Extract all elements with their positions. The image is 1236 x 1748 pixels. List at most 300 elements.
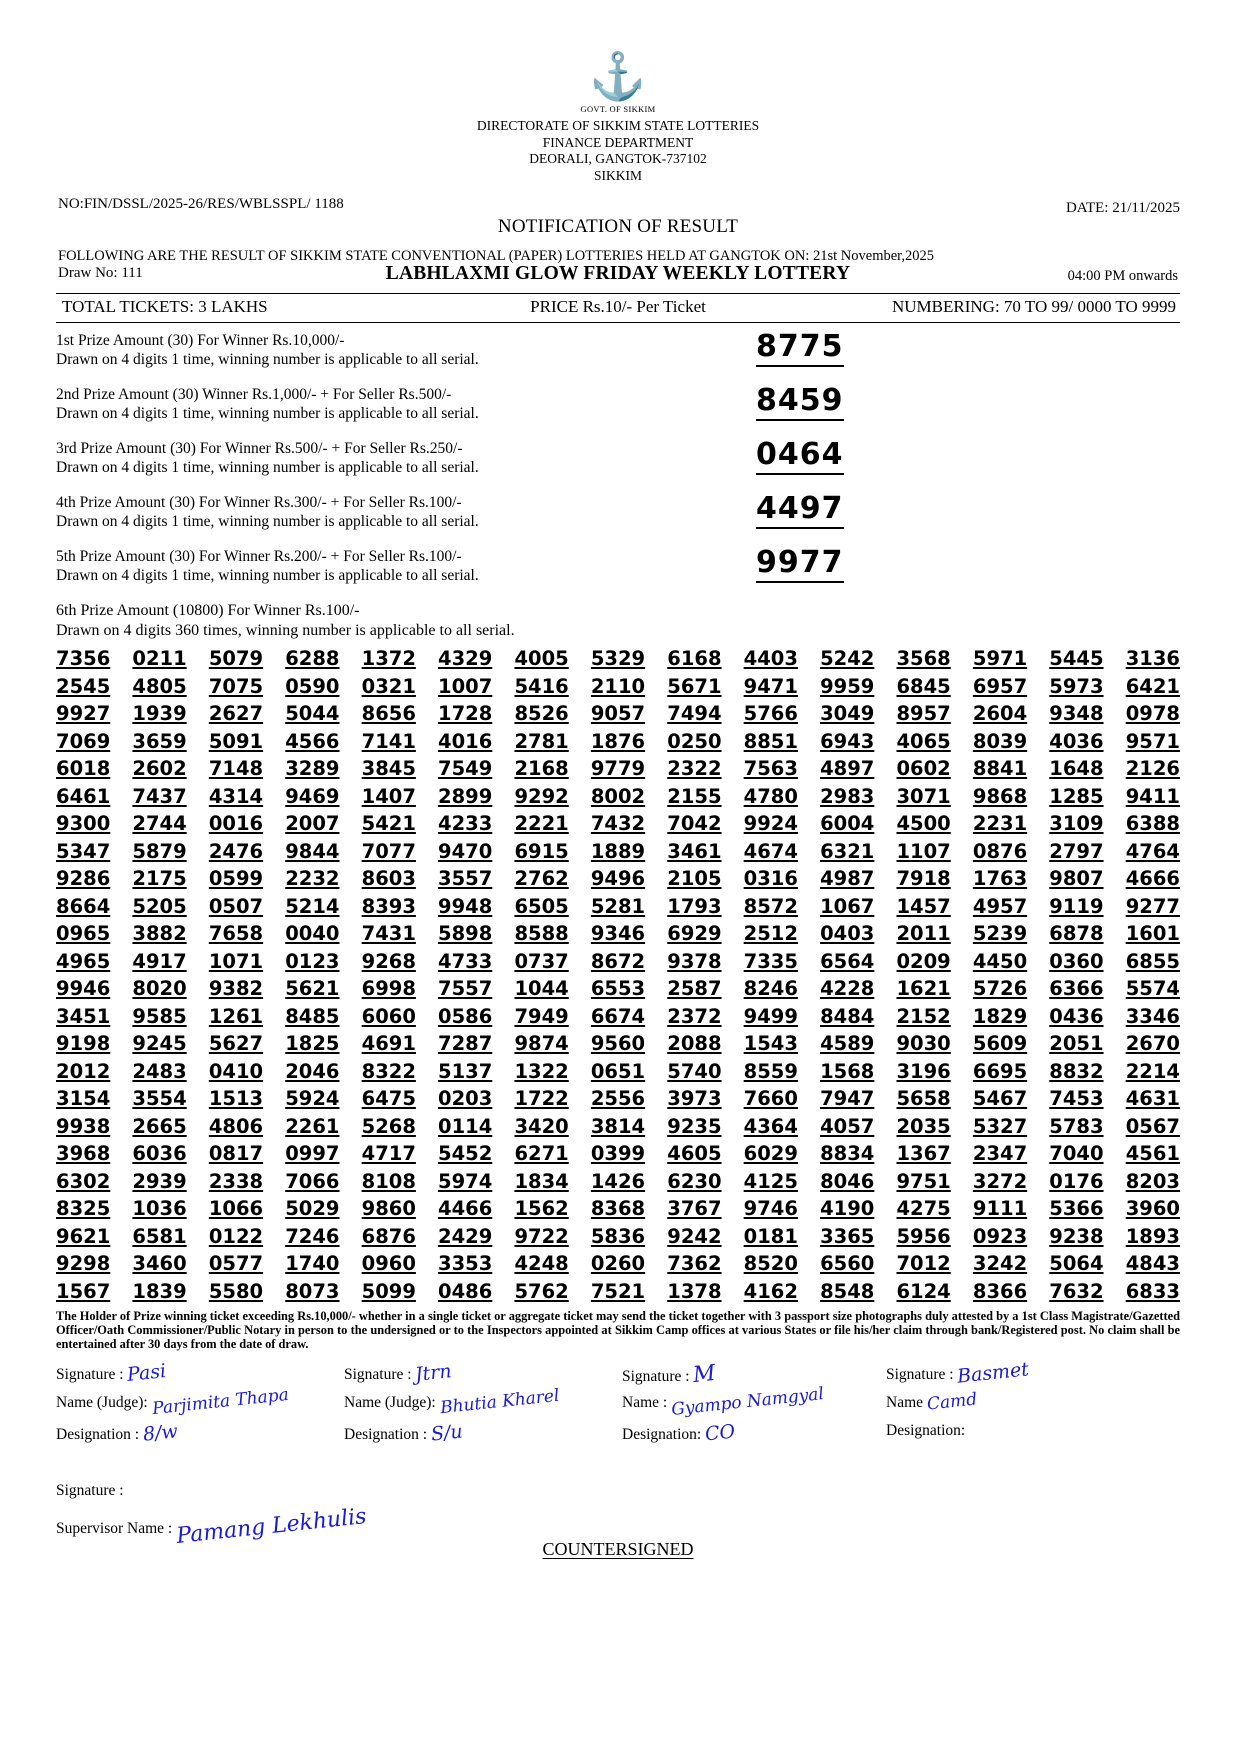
winning-number: 8039 [972,729,1028,753]
winning-number: 3196 [896,1059,951,1083]
winning-number: 9751 [896,1169,951,1193]
winning-number: 1829 [972,1004,1028,1028]
winning-number: 0507 [208,894,264,918]
winning-number: 8588 [514,922,569,945]
number-grid-row [56,1195,1180,1223]
winning-number: 4566 [285,729,340,753]
prize-row-6-header [56,601,1180,641]
winning-number: 3460 [132,1252,187,1275]
winning-number: 4805 [132,674,187,698]
number-grid-row [56,948,1180,976]
winning-number: 8073 [285,1279,340,1303]
winning-number: 5366 [1049,1197,1104,1220]
winning-number: 2231 [972,812,1028,835]
sig2-signature-row [344,1359,619,1392]
winning-number: 6388 [1125,812,1180,835]
draw-time: 04:00 PM onwards [1067,268,1178,284]
winning-number: 6271 [514,1142,569,1165]
winning-number: 7431 [361,922,416,945]
winning-number: 2744 [132,812,187,835]
sig1-designation-row [56,1419,346,1452]
winning-number: 5452 [438,1142,493,1165]
winning-number: 4917 [132,949,187,973]
winning-number: 8957 [896,702,951,725]
supervisor-name-label: Supervisor Name : [56,1519,173,1537]
winning-number: 3346 [1125,1004,1180,1028]
winning-number: 5268 [361,1114,416,1138]
winning-number: 7432 [590,812,646,835]
winning-number: 8322 [361,1059,416,1083]
winning-number: 2338 [208,1169,264,1193]
winning-number: 0651 [590,1059,646,1083]
winning-number: 1543 [743,1032,798,1055]
winning-number: 7362 [667,1252,722,1275]
winning-number: 2670 [1125,1032,1180,1055]
sig1-signature-row [56,1359,346,1392]
winning-number: 0203 [438,1087,493,1110]
winning-number: 4631 [1125,1087,1180,1110]
winning-number: 4987 [820,867,875,890]
winning-number: 7632 [1049,1279,1104,1303]
number-grid-row [56,783,1180,811]
winning-number: 0122 [208,1224,264,1248]
winning-number: 0602 [896,757,951,780]
winning-number: 6168 [667,647,722,670]
winning-number: 6018 [56,757,111,780]
winning-number: 0965 [56,922,111,945]
winning-number: 5079 [208,647,264,670]
sig3-signature-row [622,1362,882,1392]
winning-number: 3461 [667,839,722,863]
number-grid-row [56,810,1180,838]
winning-number: 0403 [820,922,875,945]
winning-number: 1793 [667,894,722,918]
winning-number: 8020 [132,977,187,1000]
winning-number: 2051 [1049,1032,1104,1055]
winning-number: 9198 [56,1032,111,1055]
winning-number: 4965 [56,949,111,973]
winning-number: 0577 [208,1252,264,1275]
winning-number: 5740 [667,1059,722,1083]
winning-number: 9722 [514,1224,569,1248]
winning-number: 5416 [514,674,569,698]
winning-number: 0316 [743,867,798,890]
winning-number: 9746 [743,1197,798,1220]
winning-number: 2627 [208,702,264,725]
winning-number: 8548 [820,1279,875,1303]
winning-number: 6475 [361,1087,416,1110]
prize-3-number: 0464 [756,437,844,475]
winning-number: 9560 [590,1032,646,1055]
winning-number: 3973 [667,1087,722,1110]
prize-4-line2: Drawn on 4 digits 1 time, winning number is applicable to all serial. [56,512,479,530]
winning-number: 3767 [667,1197,722,1220]
winning-number: 1067 [820,894,875,918]
winning-number: 2512 [743,922,798,945]
winning-number: 0978 [1125,702,1180,725]
winning-number: 6915 [514,839,569,863]
winning-number: 1107 [896,839,951,863]
sig4-signature-row [886,1357,1136,1392]
winning-number: 5783 [1049,1114,1104,1138]
winning-number: 8664 [56,894,111,918]
sig4-name-value: Camd [925,1389,978,1415]
winning-number: 5836 [590,1224,646,1248]
winning-number: 4403 [743,647,798,670]
winning-number: 6833 [1125,1279,1180,1303]
winning-number: 4005 [514,647,569,670]
sig4-signature-label: Signature : [886,1365,954,1383]
sig2-signature-label: Signature : [344,1365,412,1383]
winning-number: 8246 [743,977,798,1000]
winning-number: 6321 [820,839,875,863]
winning-number: 2168 [514,757,569,780]
winning-number: 7918 [896,867,951,890]
winning-number: 8325 [56,1197,111,1220]
winning-number: 8851 [743,729,798,753]
winning-number: 0567 [1125,1114,1180,1138]
winning-number: 5609 [972,1032,1028,1055]
winning-number: 2110 [590,674,646,698]
winning-number: 3968 [56,1142,111,1165]
winning-number: 4190 [820,1197,875,1220]
winning-number: 4228 [820,977,875,1000]
winning-number: 1322 [514,1059,569,1083]
winning-number: 4843 [1125,1252,1180,1275]
sig3-name-row [622,1383,882,1422]
winning-number: 2011 [896,922,951,945]
sig2-designation-label: Designation : [344,1425,428,1443]
winning-number: 2105 [667,867,722,890]
winning-number: 1728 [438,702,493,725]
winning-number: 7437 [132,784,187,808]
number-grid-row [56,1223,1180,1251]
sig2-designation-row [344,1422,619,1452]
winning-number: 0486 [438,1279,493,1303]
winning-number: 2152 [896,1004,951,1028]
supervisor-name-value: Pamang Lekhulis [175,1503,368,1549]
sig3-designation-row [622,1422,882,1452]
winning-number: 3882 [132,922,187,945]
winning-number: 1513 [208,1087,264,1110]
winning-number: 2372 [667,1004,722,1028]
winning-number: 5347 [56,839,111,863]
winning-number: 7075 [208,674,264,698]
winning-number: 8393 [361,894,416,918]
winning-number: 8108 [361,1169,416,1193]
winning-number: 9860 [361,1197,416,1220]
winning-number: 1044 [514,977,569,1000]
winning-number: 1825 [285,1032,340,1055]
winning-number: 1567 [56,1279,111,1303]
winning-number: 9496 [590,867,646,890]
winning-number: 5671 [667,674,722,698]
winning-number: 4466 [438,1197,493,1220]
winning-number: 5726 [972,977,1028,1000]
winning-number: 0436 [1049,1004,1104,1028]
number-grid-row [56,755,1180,783]
winning-number: 2261 [285,1114,340,1138]
winning-number: 7040 [1049,1142,1104,1165]
ticket-info-band [56,293,1180,323]
winning-number: 2175 [132,867,187,890]
winning-number: 3659 [132,729,187,753]
winning-number: 9378 [667,949,722,973]
winning-number: 2483 [132,1059,187,1083]
prize-row-4 [56,485,1180,539]
winning-number: 9948 [438,894,493,918]
winning-number: 4065 [896,729,951,753]
winning-number: 2983 [820,784,875,808]
winning-number: 0123 [285,949,340,973]
winning-number: 4016 [438,729,493,753]
winning-number: 4561 [1125,1142,1180,1165]
winning-number: 4314 [208,784,264,808]
number-grid-row [56,1168,1180,1196]
winning-number: 1740 [285,1252,340,1275]
winning-number: 1285 [1049,784,1104,808]
winning-number: 1839 [132,1279,187,1303]
winning-number: 9844 [285,839,340,863]
winning-number: 5091 [208,729,264,753]
sig4-designation-row [886,1422,1136,1452]
winning-number: 5627 [208,1032,264,1055]
winning-number: 4780 [743,784,798,808]
sig2-name-row [344,1385,619,1422]
winning-number: 2545 [56,674,111,698]
winning-number: 5205 [132,894,187,918]
winning-number: 4957 [972,894,1028,918]
winning-number: 9235 [667,1114,722,1138]
winning-number: 8834 [820,1142,875,1165]
winning-number: 4674 [743,839,798,863]
sig3-name-label: Name : [622,1393,668,1411]
prize-2-line2: Drawn on 4 digits 1 time, winning number is applicable to all serial. [56,404,479,422]
winning-number: 9268 [361,949,416,973]
winning-number: 4733 [438,949,493,973]
winning-number: 8832 [1049,1059,1104,1083]
winning-number: 3557 [438,867,493,890]
winning-number: 8002 [590,784,646,808]
winning-number: 2604 [972,702,1028,725]
winning-number: 1568 [820,1059,875,1083]
winning-number: 0250 [667,729,722,753]
signature-column-4 [886,1357,1136,1452]
winning-number: 7658 [208,922,264,945]
file-number: NO:FIN/DSSL/2025-26/RES/WBLSSPL/ 1188 [58,196,344,212]
winning-number: 9924 [743,812,798,835]
winning-number: 0040 [285,922,340,945]
winning-number: 0181 [743,1224,798,1248]
winning-number: 4057 [820,1114,875,1138]
winning-number: 0876 [972,839,1028,863]
winning-number: 3960 [1125,1197,1180,1220]
winning-number: 0016 [208,812,264,835]
sig2-name-value: Bhutia Kharel [438,1385,560,1418]
winning-number: 2088 [667,1032,722,1055]
winning-number: 5445 [1049,647,1104,670]
sixth-prize-number-grid [56,645,1180,1305]
number-grid-row [56,1250,1180,1278]
winning-number: 6302 [56,1169,111,1193]
winning-number: 2899 [438,784,493,808]
sig4-signature-value: Basmet [956,1357,1031,1388]
number-grid-row [56,893,1180,921]
winning-number: 9382 [208,977,264,1000]
winning-number: 3071 [896,784,951,808]
winning-number: 9300 [56,812,111,835]
winning-number: 5924 [285,1087,340,1110]
number-grid-row [56,645,1180,673]
number-grid-row [56,975,1180,1003]
winning-number: 6674 [590,1004,646,1028]
winning-number: 3242 [972,1252,1028,1275]
prize-5-line1: 5th Prize Amount (30) For Winner Rs.200/- + For Seller Rs.100/- [56,548,462,565]
winning-number: 2221 [514,812,569,835]
number-grid-row [56,1140,1180,1168]
number-grid-row [56,700,1180,728]
winning-number: 2476 [208,839,264,863]
number-grid-row [56,728,1180,756]
prize-4-line1: 4th Prize Amount (30) For Winner Rs.300/- + For Seller Rs.100/- [56,494,462,511]
winning-number: 6957 [972,674,1028,698]
sig4-name-label: Name [886,1393,924,1411]
winning-number: 1763 [972,867,1028,890]
winning-number: 7356 [56,647,111,670]
winning-number: 3814 [590,1114,646,1138]
winning-number: 2429 [438,1224,493,1248]
winning-number: 1367 [896,1142,951,1165]
winning-number: 9868 [972,784,1028,808]
winning-number: 5580 [208,1279,264,1303]
file-and-date-row [0,196,1236,218]
winning-number: 0360 [1049,949,1104,973]
winning-number: 6845 [896,674,951,698]
sig3-designation-label: Designation: [622,1425,702,1443]
winning-number: 5658 [896,1087,951,1110]
winning-number: 5421 [361,812,416,835]
winning-number: 9245 [132,1032,187,1055]
winning-number: 1562 [514,1197,569,1220]
winning-number: 4589 [820,1032,875,1055]
signature-column-2 [344,1359,619,1452]
winning-number: 2012 [56,1059,111,1083]
winning-number: 4275 [896,1197,951,1220]
winning-number: 0260 [590,1252,646,1275]
winning-number: 9927 [56,702,111,725]
prize-2-line1: 2nd Prize Amount (30) Winner Rs.1,000/- + For Seller Rs.500/- [56,386,452,403]
winning-number: 8485 [285,1004,340,1028]
winning-number: 2556 [590,1087,646,1110]
sig1-name-row [56,1384,346,1422]
winning-number: 0211 [132,647,187,670]
winning-number: 5762 [514,1279,569,1303]
winning-number: 3554 [132,1087,187,1110]
winning-number: 4125 [743,1169,798,1193]
winning-number: 0209 [896,949,951,973]
org-line-1: DIRECTORATE OF SIKKIM STATE LOTTERIES [476,118,760,133]
sig2-signature-value: Jtrn [414,1359,454,1386]
winning-number: 4162 [743,1279,798,1303]
winning-number: 6288 [285,647,340,670]
winning-number: 1407 [361,784,416,808]
prize-5-number: 9977 [756,545,844,583]
winning-number: 5621 [285,977,340,1000]
winning-number: 6695 [972,1059,1028,1083]
sig2-designation-value: S/u [429,1420,464,1446]
winning-number: 9119 [1049,894,1104,918]
winning-number: 9298 [56,1252,111,1275]
winning-number: 0399 [590,1142,646,1165]
winning-number: 1378 [667,1279,722,1303]
winning-number: 9946 [56,977,111,1000]
signature-area [56,1357,1180,1562]
winning-number: 1261 [208,1004,264,1028]
sig4-designation-label: Designation: [886,1421,966,1439]
holder-note: The Holder of Prize winning ticket exceeding Rs.10,000/- whether in a single ticket or aggregate ticket may send the ticket together with 3 passport size photographs duly attested by a 1st Class Magistrate/Gazetted Officer/Oath Commissioner/Public Notary in person to the undersigned or to the Inspectors appointed at Sikkim Camp offices at various States or file his/her claim through bank/Registered post. No claim shall be entertained after 30 days from the date of draw. [56,1309,1180,1352]
winning-number: 4233 [438,812,493,835]
prize-6-line2: Drawn on 4 digits 360 times, winning number is applicable to all serial. [56,622,515,639]
supervisor-signature-label: Signature : [56,1481,124,1499]
winning-number: 0176 [1049,1169,1104,1193]
winning-number: 9057 [590,702,646,725]
winning-number: 7069 [56,729,111,753]
winning-number: 5467 [972,1087,1028,1110]
winning-number: 6876 [361,1224,416,1248]
winning-number: 5029 [285,1197,340,1220]
winning-number: 3136 [1125,647,1180,670]
winning-number: 9621 [56,1224,111,1248]
winning-number: 7335 [743,949,798,973]
winning-number: 9348 [1049,702,1104,725]
winning-number: 9411 [1125,784,1180,808]
prize-4-number: 4497 [756,491,844,529]
winning-number: 4364 [743,1114,798,1138]
winning-number: 7012 [896,1252,951,1275]
sig1-name-value: Parjimita Thapa [150,1384,290,1419]
draw-row [0,265,1236,289]
winning-number: 3272 [972,1169,1028,1193]
winning-number: 7066 [285,1169,340,1193]
total-tickets: TOTAL TICKETS: 3 LAKHS [62,297,268,316]
winning-number: 7949 [514,1004,569,1028]
winning-number: 6421 [1125,674,1180,698]
sig1-designation-value: 8/w [141,1419,179,1446]
winning-number: 9471 [743,674,798,698]
organisation-address [0,118,1236,184]
winning-number: 5574 [1125,977,1180,1000]
winning-number: 2322 [667,757,722,780]
winning-number: 5956 [896,1224,951,1248]
winning-number: 4806 [208,1114,264,1138]
winning-number: 2126 [1125,757,1180,780]
sig3-signature-value: M [692,1360,718,1388]
prize-row-2 [56,377,1180,431]
winning-number: 1889 [590,839,646,863]
winning-number: 5242 [820,647,875,670]
winning-number: 2232 [285,867,340,890]
winning-number: 4500 [896,812,951,835]
winning-number: 1621 [896,977,951,1000]
winning-number: 6560 [820,1252,875,1275]
winning-number: 9030 [896,1032,951,1055]
winning-number: 8526 [514,702,569,725]
sig2-name-label: Name (Judge): [344,1393,436,1411]
winning-number: 2602 [132,757,187,780]
winning-number: 7549 [438,757,493,780]
sig3-signature-label: Signature : [622,1367,690,1385]
winning-number: 4248 [514,1252,569,1275]
